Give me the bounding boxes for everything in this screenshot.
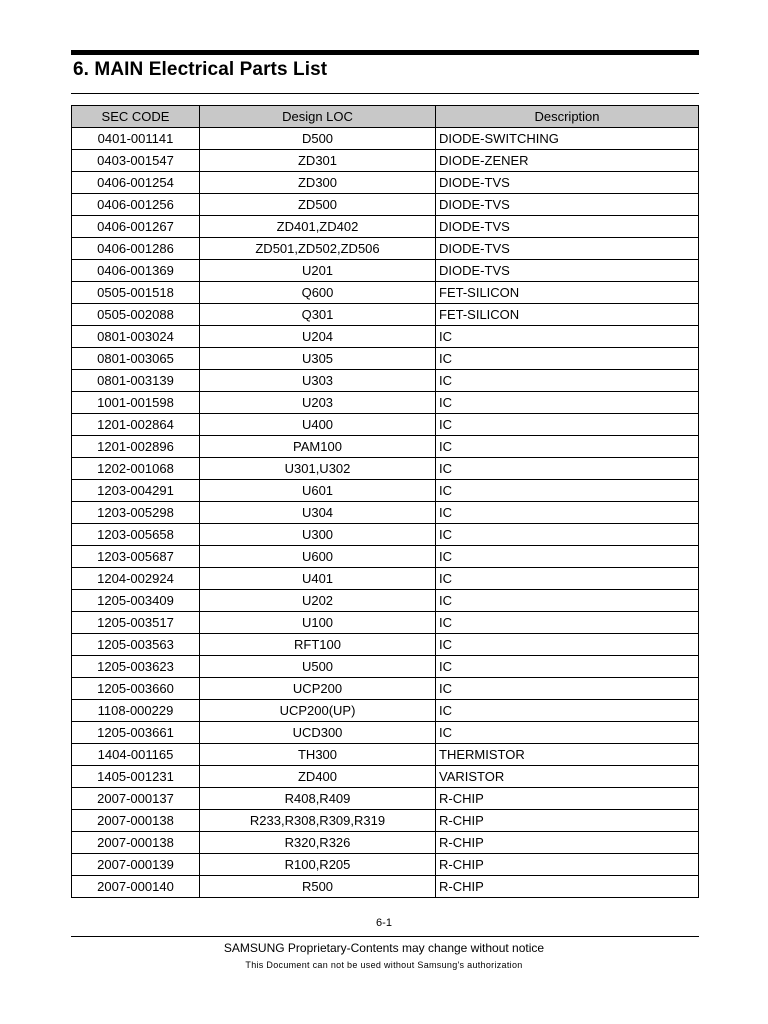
sec-code-cell: 1404-001165 bbox=[72, 744, 200, 766]
sec-code-cell: 1205-003563 bbox=[72, 634, 200, 656]
sec-code-cell: 1205-003517 bbox=[72, 612, 200, 634]
design-loc-cell: U300 bbox=[200, 524, 436, 546]
table-body bbox=[72, 128, 699, 898]
design-loc-cell: U401 bbox=[200, 568, 436, 590]
description-cell: DIODE-TVS bbox=[436, 260, 699, 282]
description-cell: R-CHIP bbox=[436, 854, 699, 876]
design-loc-cell: Q301 bbox=[200, 304, 436, 326]
table-row bbox=[72, 480, 699, 502]
table-row bbox=[72, 634, 699, 656]
footer-authorization: This Document can not be used without Samsung's authorization bbox=[245, 960, 523, 970]
table-row bbox=[72, 546, 699, 568]
description-cell: DIODE-SWITCHING bbox=[436, 128, 699, 150]
design-loc-cell: U305 bbox=[200, 348, 436, 370]
design-loc-cell: ZD500 bbox=[200, 194, 436, 216]
design-loc-cell: RFT100 bbox=[200, 634, 436, 656]
table-row bbox=[72, 700, 699, 722]
description-cell: DIODE-TVS bbox=[436, 194, 699, 216]
table-row bbox=[72, 876, 699, 898]
table-row bbox=[72, 524, 699, 546]
design-loc-cell: TH300 bbox=[200, 744, 436, 766]
design-loc-cell: U303 bbox=[200, 370, 436, 392]
description-cell: IC bbox=[436, 634, 699, 656]
sec-code-cell: 0505-001518 bbox=[72, 282, 200, 304]
design-loc-cell: R233,R308,R309,R319 bbox=[200, 810, 436, 832]
sec-code-cell: 1205-003660 bbox=[72, 678, 200, 700]
table-row bbox=[72, 656, 699, 678]
design-loc-cell: UCP200(UP) bbox=[200, 700, 436, 722]
header-design-loc: Design LOC bbox=[200, 106, 436, 128]
description-cell: IC bbox=[436, 612, 699, 634]
design-loc-cell: PAM100 bbox=[200, 436, 436, 458]
page-title: 6. MAIN Electrical Parts List bbox=[73, 59, 328, 80]
top-rule bbox=[71, 50, 699, 55]
sec-code-cell: 2007-000138 bbox=[72, 810, 200, 832]
design-loc-cell: U204 bbox=[200, 326, 436, 348]
table-row bbox=[72, 172, 699, 194]
title-divider bbox=[71, 93, 699, 94]
sec-code-cell: 0403-001547 bbox=[72, 150, 200, 172]
design-loc-cell: U400 bbox=[200, 414, 436, 436]
sec-code-cell: 2007-000139 bbox=[72, 854, 200, 876]
sec-code-cell: 0406-001254 bbox=[72, 172, 200, 194]
description-cell: IC bbox=[436, 546, 699, 568]
description-cell: DIODE-ZENER bbox=[436, 150, 699, 172]
design-loc-cell: ZD400 bbox=[200, 766, 436, 788]
design-loc-cell: R408,R409 bbox=[200, 788, 436, 810]
page-number: 6-1 bbox=[376, 917, 392, 929]
description-cell: IC bbox=[436, 678, 699, 700]
sec-code-cell: 2007-000137 bbox=[72, 788, 200, 810]
description-cell: FET-SILICON bbox=[436, 282, 699, 304]
description-cell: R-CHIP bbox=[436, 788, 699, 810]
design-loc-cell: R320,R326 bbox=[200, 832, 436, 854]
table-row bbox=[72, 436, 699, 458]
design-loc-cell: U100 bbox=[200, 612, 436, 634]
description-cell: IC bbox=[436, 524, 699, 546]
design-loc-cell: ZD300 bbox=[200, 172, 436, 194]
description-cell: IC bbox=[436, 458, 699, 480]
description-cell: IC bbox=[436, 568, 699, 590]
header-row bbox=[72, 106, 699, 128]
description-cell: VARISTOR bbox=[436, 766, 699, 788]
description-cell: IC bbox=[436, 590, 699, 612]
table-row bbox=[72, 128, 699, 150]
description-cell: FET-SILICON bbox=[436, 304, 699, 326]
sec-code-cell: 1201-002896 bbox=[72, 436, 200, 458]
description-cell: DIODE-TVS bbox=[436, 238, 699, 260]
design-loc-cell: Q600 bbox=[200, 282, 436, 304]
design-loc-cell: D500 bbox=[200, 128, 436, 150]
design-loc-cell: U600 bbox=[200, 546, 436, 568]
design-loc-cell: UCD300 bbox=[200, 722, 436, 744]
description-cell: R-CHIP bbox=[436, 832, 699, 854]
design-loc-cell: U304 bbox=[200, 502, 436, 524]
table-row bbox=[72, 744, 699, 766]
table-header bbox=[72, 106, 699, 128]
footer-notice: SAMSUNG Proprietary-Contents may change without notice bbox=[223, 941, 545, 955]
design-loc-cell: U202 bbox=[200, 590, 436, 612]
table-row bbox=[72, 282, 699, 304]
description-cell: IC bbox=[436, 370, 699, 392]
table-row bbox=[72, 832, 699, 854]
sec-code-cell: 1108-000229 bbox=[72, 700, 200, 722]
design-loc-cell: ZD401,ZD402 bbox=[200, 216, 436, 238]
design-loc-cell: U203 bbox=[200, 392, 436, 414]
sec-code-cell: 0505-002088 bbox=[72, 304, 200, 326]
table-row bbox=[72, 260, 699, 282]
table-row bbox=[72, 788, 699, 810]
table-row bbox=[72, 326, 699, 348]
design-loc-cell: R100,R205 bbox=[200, 854, 436, 876]
sec-code-cell: 1204-002924 bbox=[72, 568, 200, 590]
sec-code-cell: 2007-000140 bbox=[72, 876, 200, 898]
description-cell: IC bbox=[436, 480, 699, 502]
design-loc-cell: U500 bbox=[200, 656, 436, 678]
design-loc-cell: UCP200 bbox=[200, 678, 436, 700]
sec-code-cell: 2007-000138 bbox=[72, 832, 200, 854]
sec-code-cell: 1203-005687 bbox=[72, 546, 200, 568]
sec-code-cell: 1001-001598 bbox=[72, 392, 200, 414]
table-row bbox=[72, 766, 699, 788]
description-cell: R-CHIP bbox=[436, 810, 699, 832]
sec-code-cell: 0406-001369 bbox=[72, 260, 200, 282]
sec-code-cell: 1203-004291 bbox=[72, 480, 200, 502]
parts-table bbox=[71, 105, 699, 898]
sec-code-cell: 0801-003024 bbox=[72, 326, 200, 348]
design-loc-cell: R500 bbox=[200, 876, 436, 898]
sec-code-cell: 1201-002864 bbox=[72, 414, 200, 436]
header-sec-code: SEC CODE bbox=[72, 106, 200, 128]
description-cell: DIODE-TVS bbox=[436, 216, 699, 238]
table-row bbox=[72, 568, 699, 590]
table-row bbox=[72, 678, 699, 700]
header-description: Description bbox=[436, 106, 699, 128]
sec-code-cell: 1205-003623 bbox=[72, 656, 200, 678]
description-cell: R-CHIP bbox=[436, 876, 699, 898]
sec-code-cell: 1205-003409 bbox=[72, 590, 200, 612]
description-cell: IC bbox=[436, 348, 699, 370]
table-row bbox=[72, 458, 699, 480]
description-cell: IC bbox=[436, 392, 699, 414]
description-cell: IC bbox=[436, 656, 699, 678]
description-cell: THERMISTOR bbox=[436, 744, 699, 766]
table-row bbox=[72, 194, 699, 216]
description-cell: IC bbox=[436, 502, 699, 524]
sec-code-cell: 1205-003661 bbox=[72, 722, 200, 744]
design-loc-cell: U301,U302 bbox=[200, 458, 436, 480]
table-row bbox=[72, 304, 699, 326]
sec-code-cell: 0801-003139 bbox=[72, 370, 200, 392]
sec-code-cell: 0401-001141 bbox=[72, 128, 200, 150]
design-loc-cell: ZD501,ZD502,ZD506 bbox=[200, 238, 436, 260]
description-cell: IC bbox=[436, 700, 699, 722]
design-loc-cell: ZD301 bbox=[200, 150, 436, 172]
sec-code-cell: 0406-001286 bbox=[72, 238, 200, 260]
sec-code-cell: 0406-001267 bbox=[72, 216, 200, 238]
table-row bbox=[72, 854, 699, 876]
description-cell: DIODE-TVS bbox=[436, 172, 699, 194]
table-row bbox=[72, 722, 699, 744]
sec-code-cell: 1203-005298 bbox=[72, 502, 200, 524]
description-cell: IC bbox=[436, 326, 699, 348]
sec-code-cell: 1405-001231 bbox=[72, 766, 200, 788]
table-row bbox=[72, 392, 699, 414]
description-cell: IC bbox=[436, 414, 699, 436]
table-row bbox=[72, 348, 699, 370]
table-row bbox=[72, 590, 699, 612]
sec-code-cell: 1203-005658 bbox=[72, 524, 200, 546]
table-row bbox=[72, 370, 699, 392]
description-cell: IC bbox=[436, 436, 699, 458]
description-cell: IC bbox=[436, 722, 699, 744]
sec-code-cell: 1202-001068 bbox=[72, 458, 200, 480]
table-row bbox=[72, 502, 699, 524]
table-row bbox=[72, 612, 699, 634]
table-row bbox=[72, 810, 699, 832]
table-row bbox=[72, 216, 699, 238]
sec-code-cell: 0801-003065 bbox=[72, 348, 200, 370]
footer-divider bbox=[71, 936, 699, 937]
table-row bbox=[72, 150, 699, 172]
table-row bbox=[72, 238, 699, 260]
design-loc-cell: U601 bbox=[200, 480, 436, 502]
table-row bbox=[72, 414, 699, 436]
sec-code-cell: 0406-001256 bbox=[72, 194, 200, 216]
design-loc-cell: U201 bbox=[200, 260, 436, 282]
